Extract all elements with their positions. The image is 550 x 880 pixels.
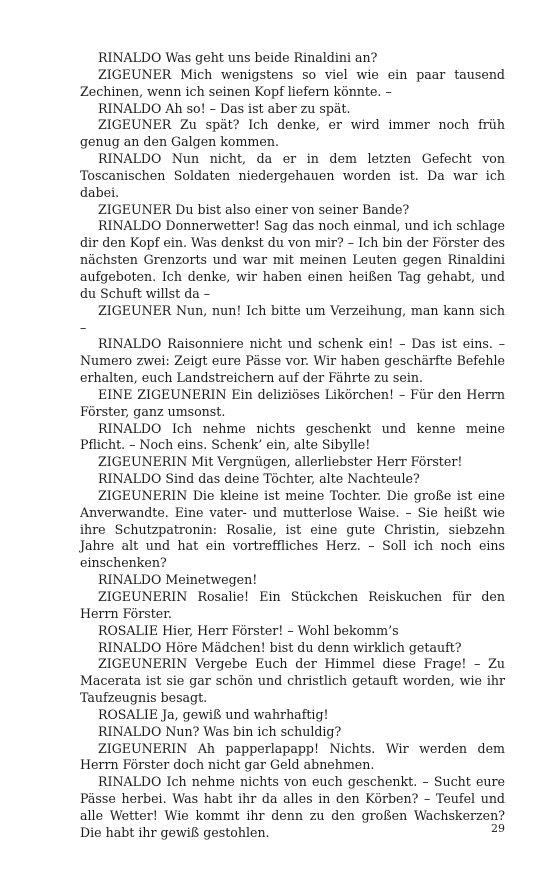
paragraph-22: ZIGEUNERIN Ah papperlapapp! Nichts. Wir werden dem Herrn Förster doch nicht gar Geld abnehmen. <box>80 740 505 773</box>
paragraph-11: RINALDO Ich nehme nichts geschenkt und kenne meine Pflicht. – Noch eins. Schenk’ ein, alte Sibylle! <box>80 420 505 453</box>
paragraph-15: RINALDO Meinetwegen! <box>98 572 258 588</box>
paragraph-17: ROSALIE Hier, Herr Förster! – Wohl bekomm’s <box>98 622 399 638</box>
paragraph-20: ROSALIE Ja, gewiß und wahrhaftig! <box>98 706 329 722</box>
dialogue-text <box>80 50 505 842</box>
paragraph-7: RINALDO Donnerwetter! Sag das noch einmal, und ich schlage dir den Kopf ein. Was denkst du von mir? – Ich bin der Förster des nächsten Grenzorts und war mit meinen Leuten gegen Rinaldini aufgeboten. Ich denke, wir haben einen heißen Tag gehabt, und du Schuft willst da – <box>80 218 505 301</box>
paragraph-8: ZIGEUNER Nun, nun! Ich bitte um Verzeihung, man kann sich – <box>80 302 505 335</box>
paragraph-23: RINALDO Ich nehme nichts von euch geschenkt. – Sucht eure Pässe herbei. Was habt ihr da alles in den Körben? – Teufel und alle Wetter! Wie kommt ihr denn zu den großen Wachskerzen? Die habt ihr gewiß gestohlen. <box>80 774 505 840</box>
paragraph-18: RINALDO Höre Mädchen! bist du denn wirklich getauft? <box>98 639 462 655</box>
paragraph-14: ZIGEUNERIN Die kleine ist meine Tochter. Die große ist eine Anverwandte. Eine vater- und mutterlose Waise. – Sie heißt wie ihre Schutzpatronin: Rosalie, ist eine gute Christin, siebzehn Jahre alt und hat ein vortreffliches Herz. – Soll ich noch eins einschenken? <box>80 487 505 571</box>
paragraph-1: RINALDO Was geht uns beide Rinaldini an? <box>98 50 378 65</box>
paragraph-19: ZIGEUNERIN Vergebe Euch der Himmel diese Frage! – Zu Macerata ist sie gar schön und christlich getauft worden, wie ihr Taufzeugnis besagt. <box>80 656 505 706</box>
paragraph-21: RINALDO Nun? Was bin ich schuldig? <box>98 723 342 739</box>
paragraph-5: RINALDO Nun nicht, da er in dem letzten Gefecht von Toscanischen Soldaten niedergehauen worden ist. Da war ich dabei. <box>80 151 505 200</box>
paragraph-6: ZIGEUNER Du bist also einer von seiner Bande? <box>98 201 410 217</box>
paragraph-12: ZIGEUNERIN Mit Vergnügen, allerliebster Herr Förster! <box>98 454 463 470</box>
paragraph-10: EINE ZIGEUNERIN Ein deliziöses Likörchen! – Für den Herrn Förster, ganz umsonst. <box>80 386 505 419</box>
page-number: 29 <box>491 822 505 835</box>
paragraph-2: ZIGEUNER Mich wenigstens so viel wie ein paar tausend Zechinen, wenn ich seinen Kopf liefern könnte. – <box>80 66 505 99</box>
paragraph-9: RINALDO Raisonniere nicht und schenk ein! – Das ist eins. – Numero zwei: Zeigt eure Pässe vor. Wir haben geschärfte Befehle erhalten, euch Landstreichern auf der Fährte zu sein. <box>80 336 505 386</box>
paragraph-4: ZIGEUNER Zu spät? Ich denke, er wird immer noch früh genug an den Galgen kommen. <box>80 117 505 150</box>
paragraph-3: RINALDO Ah so! – Das ist aber zu spät. <box>98 100 351 116</box>
paragraph-13: RINALDO Sind das deine Töchter, alte Nachteule? <box>98 471 420 487</box>
paragraph-16: ZIGEUNERIN Rosalie! Ein Stückchen Reiskuchen für den Herrn Förster. <box>80 589 505 621</box>
